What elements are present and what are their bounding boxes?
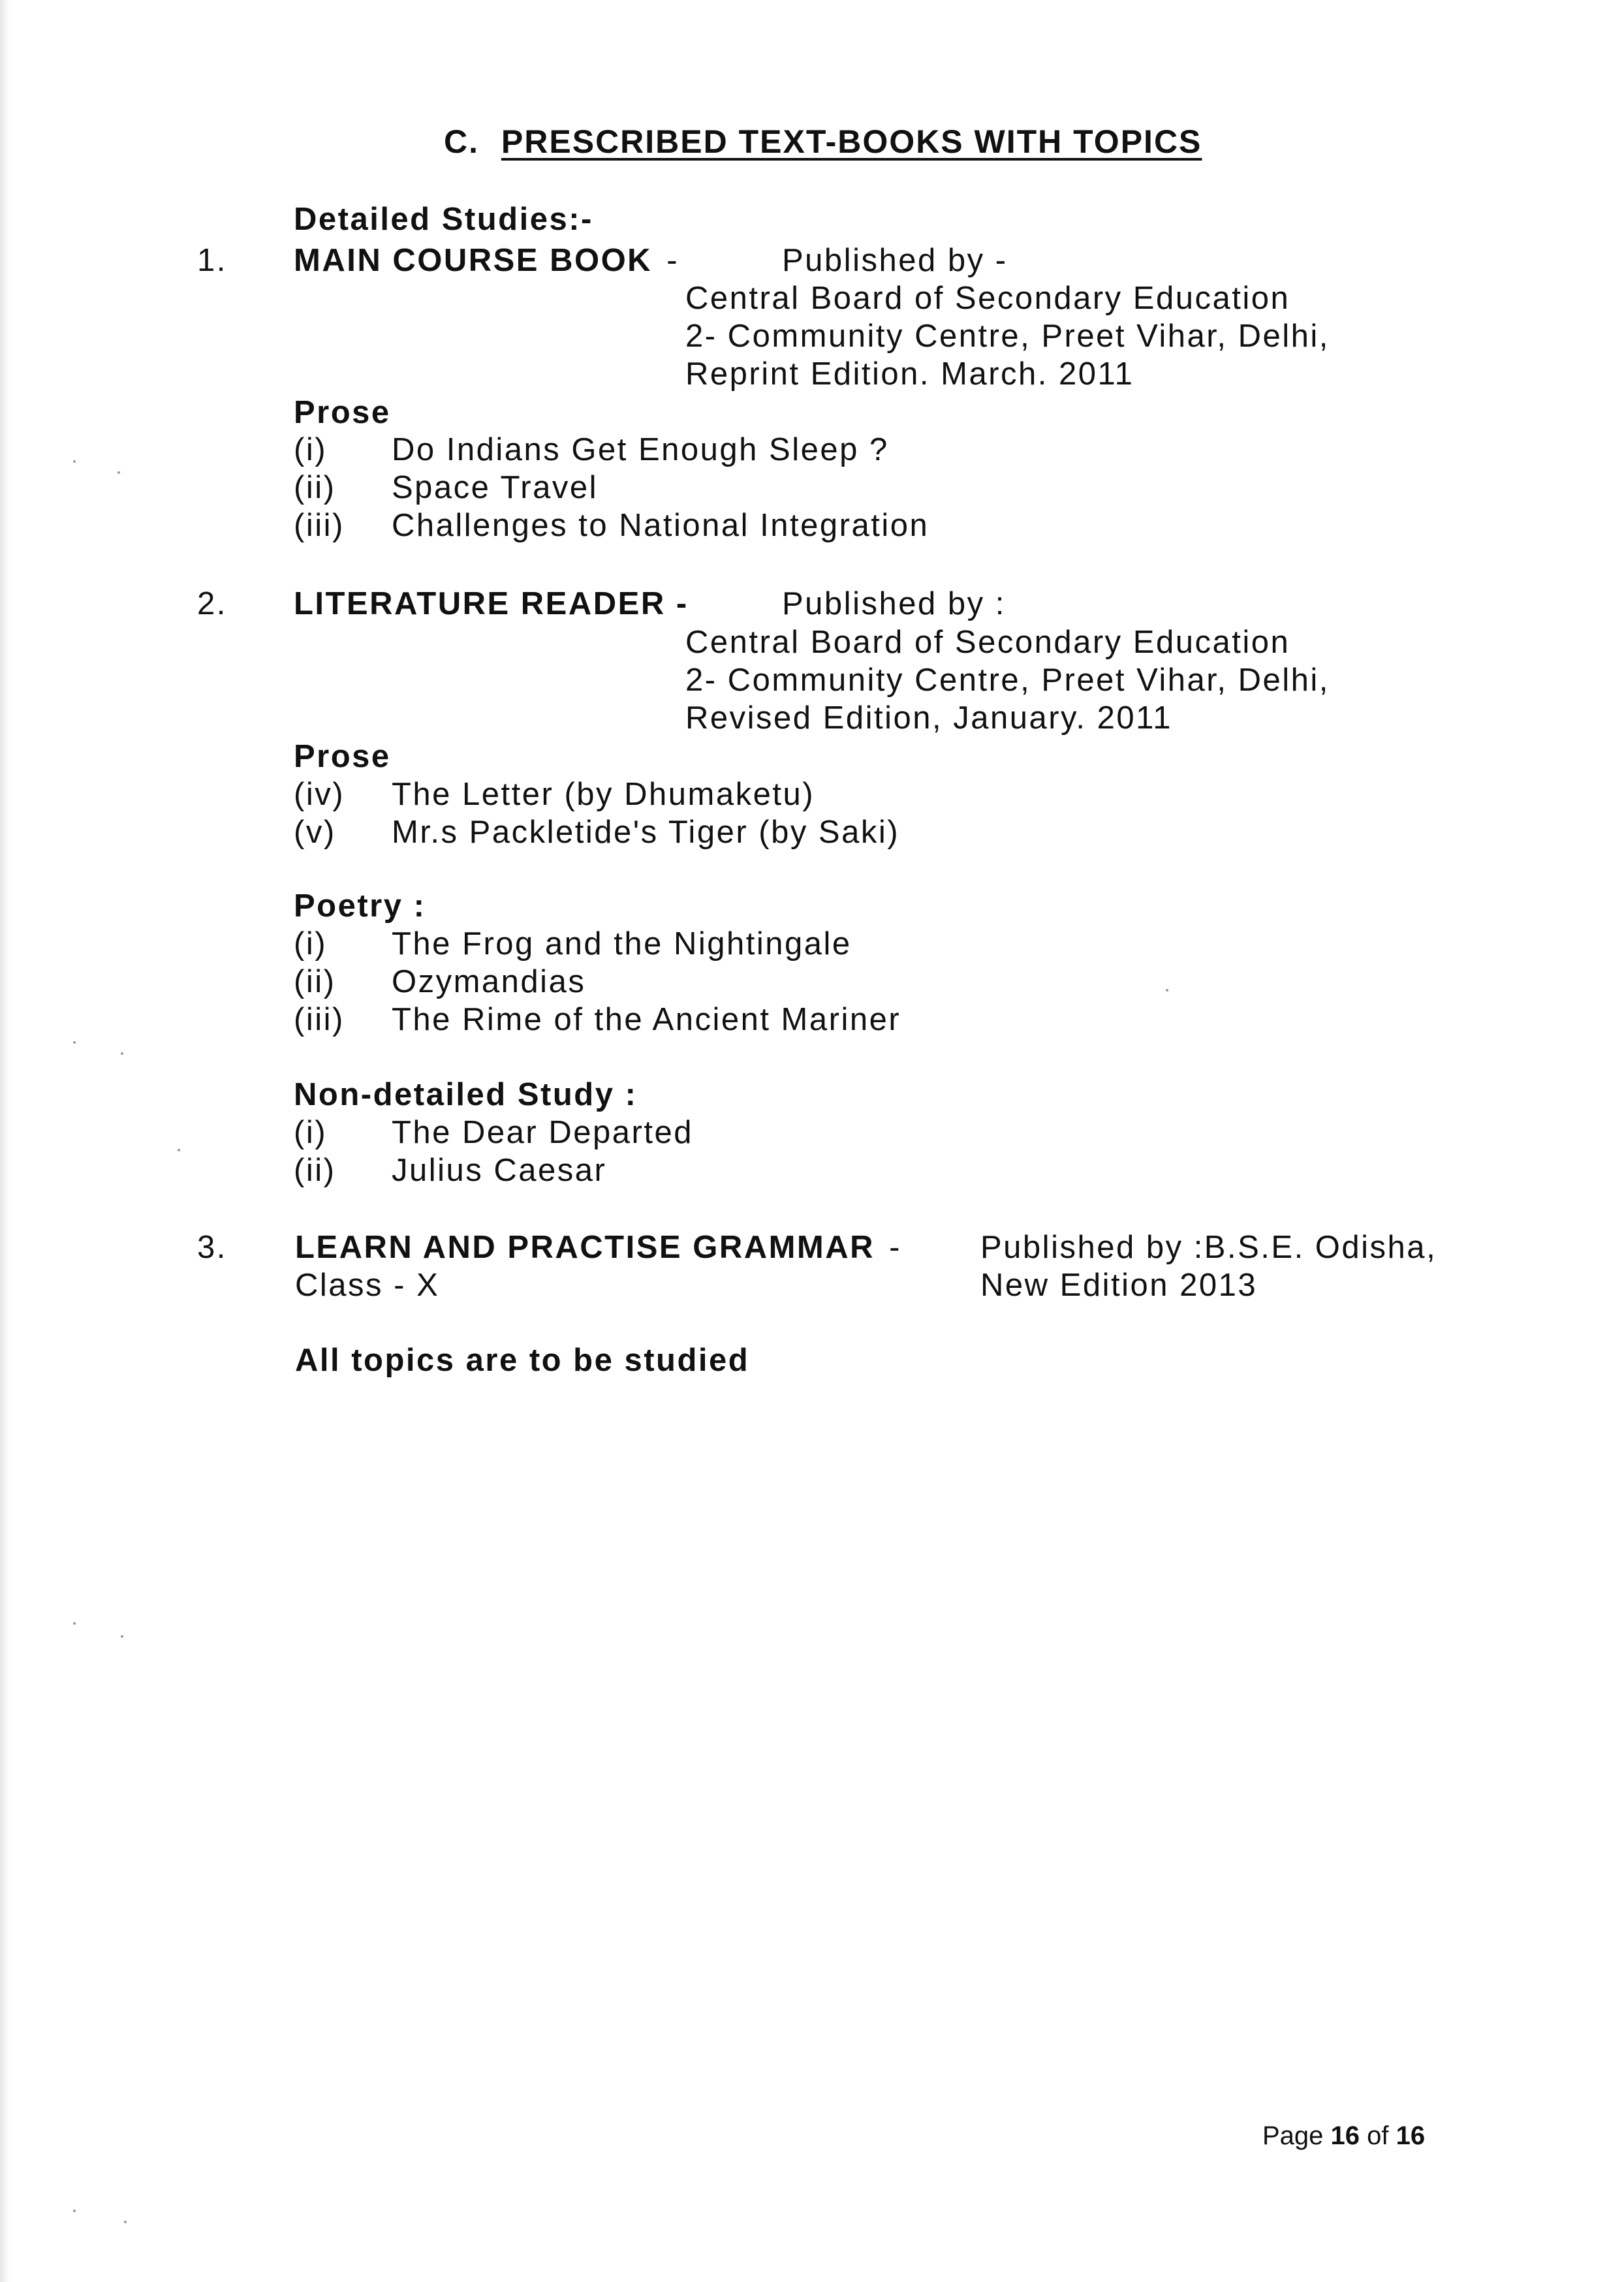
book1-publisher-line: Reprint Edition. March. 2011 bbox=[685, 356, 1134, 392]
scan-speck bbox=[124, 2221, 127, 2223]
list-item-number: (ii) bbox=[294, 964, 336, 999]
book3-name: LEARN AND PRACTISE GRAMMAR bbox=[295, 1230, 875, 1265]
list-item-number: (iv) bbox=[294, 777, 345, 812]
scan-speck bbox=[117, 471, 120, 474]
book2-publisher-line: Central Board of Secondary Education bbox=[685, 625, 1290, 660]
of-word: of bbox=[1367, 2121, 1389, 2150]
book3-note: All topics are to be studied bbox=[295, 1343, 750, 1378]
list-item-number: (ii) bbox=[294, 1153, 336, 1188]
book1-name: MAIN COURSE BOOK bbox=[294, 243, 653, 278]
book1-publisher-line: 2- Community Centre, Preet Vihar, Delhi, bbox=[685, 319, 1330, 354]
list-item-number: (iii) bbox=[294, 1002, 345, 1037]
list-item-title: The Frog and the Nightingale bbox=[392, 926, 852, 961]
list-item-title: Mr.s Packletide's Tiger (by Saki) bbox=[392, 815, 900, 850]
book1-number: 1. bbox=[197, 243, 227, 278]
list-item-number: (i) bbox=[294, 432, 328, 467]
book1-title-line bbox=[294, 242, 679, 279]
book2-non-detailed-label: Non-detailed Study : bbox=[294, 1077, 638, 1112]
list-item-title: The Rime of the Ancient Mariner bbox=[392, 1002, 901, 1037]
book2-poetry-label: Poetry : bbox=[294, 888, 426, 924]
list-item-title: Challenges to National Integration bbox=[392, 508, 929, 543]
current-page: 16 bbox=[1330, 2121, 1360, 2150]
scan-speck bbox=[121, 1635, 123, 1638]
section-title: PRESCRIBED TEXT-BOOKS WITH TOPICS bbox=[501, 123, 1202, 160]
total-pages: 16 bbox=[1396, 2121, 1426, 2150]
section-letter: C. bbox=[444, 123, 479, 160]
book2-prose-label: Prose bbox=[294, 739, 391, 774]
list-item-title: Space Travel bbox=[392, 470, 598, 505]
detailed-studies-label: Detailed Studies:- bbox=[294, 202, 593, 237]
book3-title-line bbox=[295, 1228, 901, 1266]
list-item-title: Do Indians Get Enough Sleep ? bbox=[392, 432, 889, 467]
list-item-number: (i) bbox=[294, 926, 328, 961]
list-item-number: (v) bbox=[294, 815, 336, 850]
book2-name: LITERATURE READER - bbox=[294, 586, 689, 621]
book3-dash: - bbox=[889, 1230, 901, 1265]
page-number bbox=[1262, 2121, 1425, 2151]
scan-speck bbox=[1166, 989, 1168, 992]
list-item-title: The Dear Departed bbox=[392, 1115, 693, 1150]
scan-speck bbox=[121, 1052, 123, 1055]
book3-published-by: Published by :B.S.E. Odisha, bbox=[980, 1230, 1437, 1265]
book3-edition: New Edition 2013 bbox=[980, 1268, 1258, 1303]
book3-class-line: Class - X bbox=[295, 1268, 440, 1303]
list-item-number: (i) bbox=[294, 1115, 328, 1150]
list-item-title: Julius Caesar bbox=[392, 1153, 607, 1188]
list-item-title: Ozymandias bbox=[392, 964, 586, 999]
book1-prose-label: Prose bbox=[294, 395, 391, 430]
book1-published-by: Published by - bbox=[782, 243, 1008, 278]
scan-speck bbox=[73, 2210, 76, 2212]
book1-dash: - bbox=[666, 243, 679, 278]
book2-publisher-line: 2- Community Centre, Preet Vihar, Delhi, bbox=[685, 663, 1330, 698]
list-item-title: The Letter (by Dhumaketu) bbox=[392, 777, 815, 812]
list-item-number: (ii) bbox=[294, 470, 336, 505]
scan-speck bbox=[73, 1041, 76, 1044]
scan-speck bbox=[178, 1149, 180, 1151]
scan-speck bbox=[73, 1622, 76, 1625]
book2-number: 2. bbox=[197, 586, 227, 621]
book2-publisher-line: Revised Edition, January. 2011 bbox=[685, 700, 1172, 736]
book1-publisher-line: Central Board of Secondary Education bbox=[685, 281, 1290, 316]
book3-number: 3. bbox=[197, 1230, 227, 1265]
book2-published-by: Published by : bbox=[782, 586, 1006, 621]
scan-edge-shadow bbox=[0, 0, 9, 2282]
scan-speck bbox=[73, 460, 76, 463]
list-item-number: (iii) bbox=[294, 508, 345, 543]
section-heading bbox=[444, 123, 1202, 161]
page-word: Page bbox=[1262, 2121, 1324, 2150]
